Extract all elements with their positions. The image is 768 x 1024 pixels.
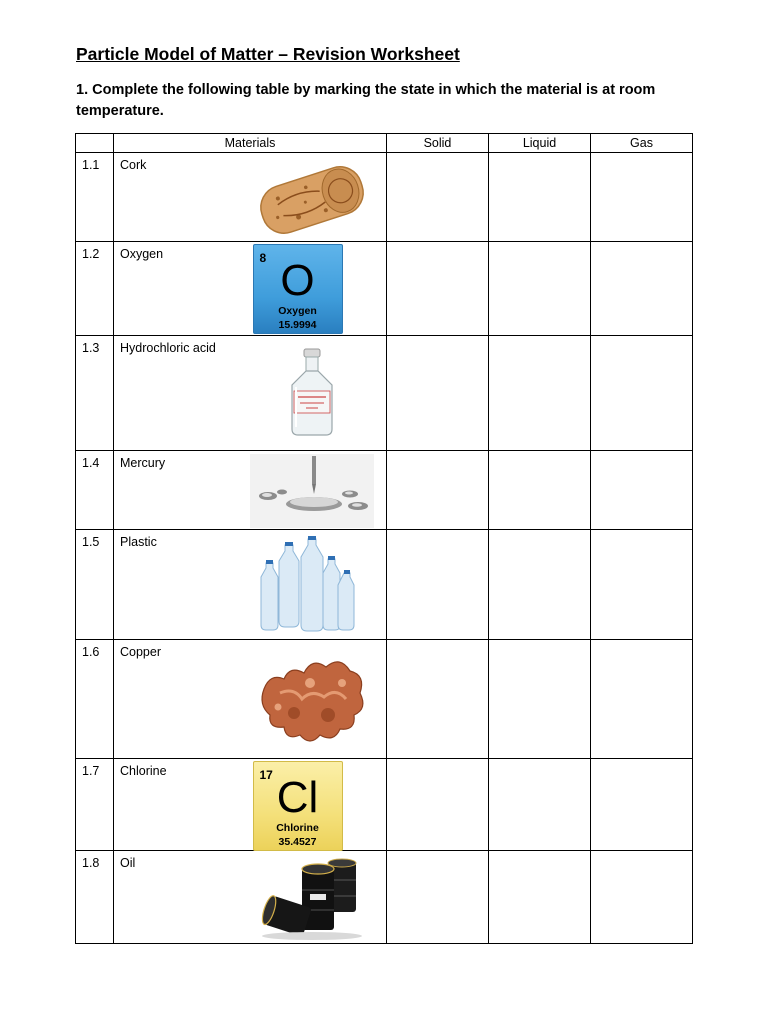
material-name: Plastic [114,530,247,640]
atomic-mass: 15.9994 [278,319,317,331]
table-row [76,242,693,336]
gas-cell[interactable] [591,530,693,640]
solid-cell[interactable] [387,759,489,851]
material-image-cell [247,153,387,242]
solid-cell[interactable] [387,451,489,530]
header-materials: Materials [114,134,387,153]
table-header-row [76,134,693,153]
material-image-cell [247,242,387,336]
liquid-cell[interactable] [489,851,591,944]
material-image-cell [247,336,387,451]
solid-cell[interactable] [387,851,489,944]
header-solid: Solid [387,134,489,153]
atomic-number: 8 [259,251,267,265]
table-row [76,336,693,451]
liquid-cell[interactable] [489,530,591,640]
liquid-cell[interactable] [489,759,591,851]
cork-icon [250,156,374,244]
row-number: 1.2 [76,242,114,336]
liquid-cell[interactable] [489,242,591,336]
material-image-cell [247,851,387,944]
chlorine-element-tile [253,761,343,851]
question-text: 1. Complete the following table by marking the state in which the material is at room temperature. [76,82,656,119]
element-symbol: O [280,256,315,305]
mercury-droplets-icon [250,454,374,528]
row-number: 1.3 [76,336,114,451]
plastic-bottles-icon [250,533,374,637]
row-number: 1.8 [76,851,114,944]
material-name: Copper [114,640,247,759]
header-liquid: Liquid [489,134,591,153]
oil-barrels-icon [250,854,374,942]
row-number: 1.1 [76,153,114,242]
row-number: 1.5 [76,530,114,640]
solid-cell[interactable] [387,242,489,336]
liquid-cell[interactable] [489,153,591,242]
solid-cell[interactable] [387,530,489,640]
atomic-mass: 35.4527 [278,836,317,848]
oxygen-element-tile [253,244,343,334]
element-name: Oxygen [278,305,317,317]
liquid-cell[interactable] [489,336,591,451]
row-number: 1.4 [76,451,114,530]
row-number: 1.6 [76,640,114,759]
table-row [76,759,693,851]
atomic-number: 17 [259,768,273,782]
solid-cell[interactable] [387,640,489,759]
material-image-cell [247,530,387,640]
table-row [76,451,693,530]
materials-table [75,133,693,944]
material-name: Oxygen [114,242,247,336]
material-name: Oil [114,851,247,944]
header-gas: Gas [591,134,693,153]
material-image-cell [247,451,387,530]
gas-cell[interactable] [591,640,693,759]
solid-cell[interactable] [387,336,489,451]
material-name: Mercury [114,451,247,530]
material-image-cell [247,640,387,759]
element-symbol: Cl [276,773,319,822]
copper-nugget-icon [250,643,374,753]
element-name: Chlorine [276,822,319,834]
gas-cell[interactable] [591,759,693,851]
table-row [76,153,693,242]
gas-cell[interactable] [591,242,693,336]
gas-cell[interactable] [591,153,693,242]
gas-cell[interactable] [591,336,693,451]
table-row [76,851,693,944]
gas-cell[interactable] [591,851,693,944]
gas-cell[interactable] [591,451,693,530]
acid-bottle-icon [250,339,374,439]
material-name: Cork [114,153,247,242]
material-name: Hydrochloric acid [114,336,247,451]
liquid-cell[interactable] [489,451,591,530]
header-number [76,134,114,153]
material-name: Chlorine [114,759,247,851]
table-row [76,640,693,759]
liquid-cell[interactable] [489,640,591,759]
row-number: 1.7 [76,759,114,851]
material-image-cell [247,759,387,851]
table-row [76,530,693,640]
page-title: Particle Model of Matter – Revision Worksheet [76,44,460,64]
solid-cell[interactable] [387,153,489,242]
